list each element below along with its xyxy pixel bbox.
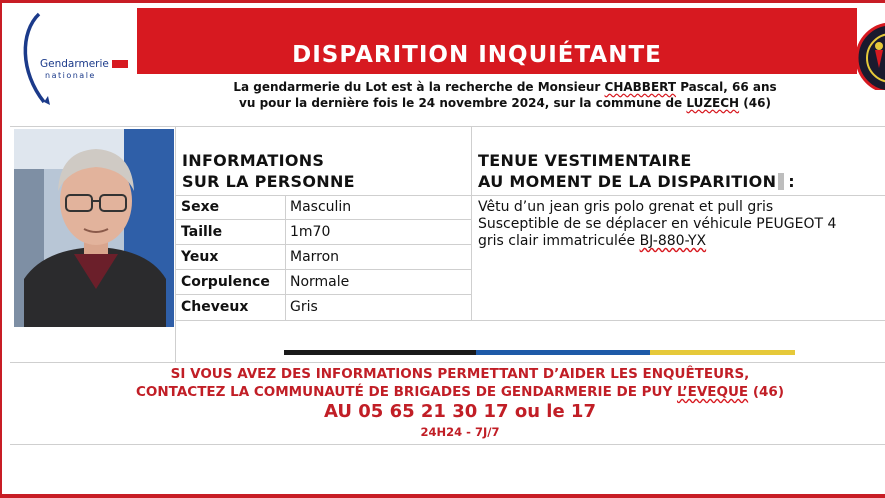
clothing-line2: Susceptible de se déplacer en véhicule PEUGEOT 4: [478, 216, 837, 232]
clothing-line3-text: gris clair immatriculée: [478, 233, 640, 249]
frame-top-border: [0, 0, 885, 3]
divider-top: [10, 126, 885, 127]
text-cursor: [778, 173, 784, 190]
row-value-corpulence: Normale: [290, 274, 350, 290]
search-statement-text: La gendarmerie du Lot est à la recherche de Monsieur: [233, 80, 605, 94]
frame-bottom-border: [0, 494, 885, 498]
cta-line2-text: CONTACTEZ LA COMMUNAUTÉ DE BRIGADES DE GENDARMERIE DE PUY: [136, 384, 677, 400]
person-section-title: [182, 150, 355, 192]
clothing-title-line2: AU MOMENT DE LA DISPARITION: [478, 172, 777, 191]
person-surname: CHABBERT: [604, 80, 677, 94]
row-label-sexe: Sexe: [181, 199, 220, 215]
clothing-description: [478, 199, 836, 250]
divider-table-bottom: [175, 320, 885, 321]
clothing-title-line2-wrap: [478, 171, 795, 192]
row-label-taille: Taille: [181, 224, 223, 240]
last-seen-department: (46): [739, 96, 771, 110]
cta-department: (46): [748, 384, 784, 400]
person-name-age: Pascal, 66 ans: [676, 80, 777, 94]
color-bar-blue: [476, 350, 650, 355]
table-rule: [175, 244, 471, 245]
row-label-corpulence: Corpulence: [181, 274, 270, 290]
row-value-yeux: Marron: [290, 249, 340, 265]
clothing-line3: [478, 233, 836, 250]
table-rule: [175, 219, 471, 220]
page-title: DISPARITION INQUIÉTANTE: [292, 42, 662, 68]
row-value-sexe: Masculin: [290, 199, 352, 215]
row-value-cheveux: Gris: [290, 299, 318, 315]
emblem-icon: [853, 10, 885, 90]
divider-header: [175, 195, 885, 196]
contact-phone: AU 05 65 21 30 17 ou le 17: [324, 401, 596, 422]
color-bar-yellow: [650, 350, 795, 355]
last-seen-place: LUZECH: [686, 96, 740, 110]
table-rule: [175, 294, 471, 295]
clothing-section-title: [478, 150, 795, 192]
divider-table: [285, 195, 286, 320]
row-value-taille: 1m70: [290, 224, 331, 240]
clothing-line1: Vêtu d’un jean gris polo grenat et pull gris: [478, 199, 774, 215]
cta-line1: SI VOUS AVEZ DES INFORMATIONS PERMETTANT D’AIDER LES ENQUÊTEURS,: [170, 366, 750, 382]
search-statement: [137, 80, 873, 94]
person-photo: [14, 129, 174, 327]
last-seen-statement: [137, 96, 873, 110]
vehicle-plate: BJ-880-YX: [639, 233, 707, 249]
table-rule: [175, 269, 471, 270]
row-label-cheveux: Cheveux: [181, 299, 249, 315]
cta-place: L’EVEQUE: [676, 384, 749, 400]
frame-left-border: [0, 0, 2, 498]
divider-cta: [10, 362, 885, 363]
divider-bottom: [10, 444, 885, 445]
contact-hours: 24H24 - 7J/7: [420, 425, 500, 439]
divider-columns: [471, 126, 472, 320]
cta-line2: [60, 384, 860, 400]
logo-text-nationale: nationale: [45, 71, 96, 80]
logo-text-gendarmerie: Gendarmerie: [40, 58, 109, 70]
last-seen-text: vu pour la dernière fois le 24 novembre 2024, sur la commune de: [239, 96, 687, 110]
row-label-yeux: Yeux: [181, 249, 219, 265]
color-bar-black: [284, 350, 476, 355]
person-title-line1: INFORMATIONS: [182, 151, 325, 170]
clothing-title-line1: TENUE VESTIMENTAIRE: [478, 151, 692, 170]
person-title-line2: SUR LA PERSONNE: [182, 172, 355, 191]
clothing-title-colon: :: [788, 172, 795, 191]
